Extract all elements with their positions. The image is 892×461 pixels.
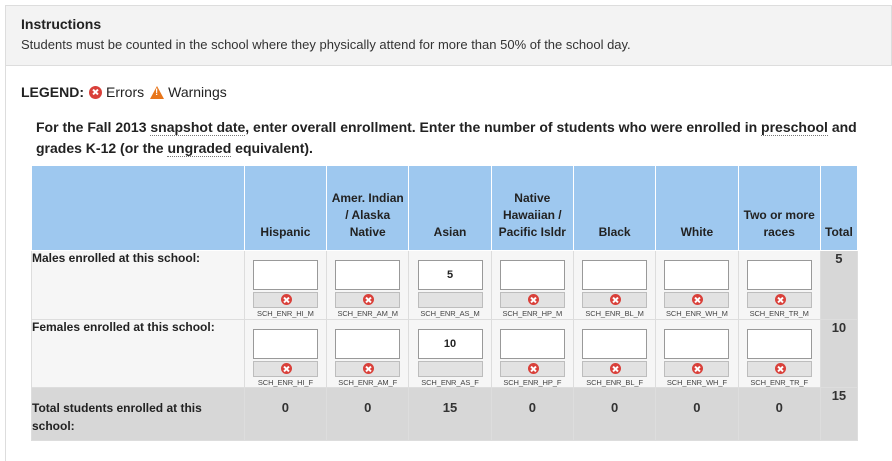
question-part: and grades K-12 (or the	[36, 119, 857, 156]
status-bar[interactable]	[747, 361, 812, 377]
cell	[327, 251, 409, 320]
field-code: SCH_ENR_BL_M	[585, 309, 644, 318]
cell	[656, 320, 738, 388]
question-part: For the Fall 2013	[36, 119, 151, 135]
status-bar[interactable]	[664, 292, 729, 308]
error-icon	[528, 294, 539, 305]
field-code: SCH_ENR_AM_F	[338, 378, 398, 387]
input-hispanic-female[interactable]	[253, 329, 318, 359]
header-asian: Asian	[409, 166, 491, 251]
field-code: SCH_ENR_HI_M	[257, 309, 314, 318]
input-hispanic-male[interactable]	[253, 260, 318, 290]
legend-errors-label: Errors	[106, 84, 145, 100]
input-asian-male[interactable]: 5	[418, 260, 483, 290]
header-black: Black	[573, 166, 655, 251]
status-bar[interactable]	[500, 292, 565, 308]
legend	[21, 84, 227, 100]
total-white: 0	[656, 388, 738, 441]
status-bar[interactable]	[664, 361, 729, 377]
glossary-term-snapshot-date[interactable]: snapshot date	[150, 119, 246, 135]
error-icon	[692, 363, 703, 374]
cell	[491, 251, 573, 320]
warning-icon	[150, 86, 164, 99]
cell	[409, 320, 491, 388]
field-code: SCH_ENR_AM_M	[337, 309, 398, 318]
header-total: Total	[820, 166, 857, 251]
input-white-male[interactable]	[664, 260, 729, 290]
grand-total: 15	[820, 388, 857, 441]
status-bar[interactable]	[335, 361, 400, 377]
input-two-or-more-female[interactable]	[747, 329, 812, 359]
question-text	[36, 117, 876, 159]
input-black-female[interactable]	[582, 329, 647, 359]
header-amer-indian: Amer. Indian / Alaska Native	[327, 166, 409, 251]
total-two-or-more: 0	[738, 388, 820, 441]
total-native-hawaiian: 0	[491, 388, 573, 441]
row-label-males: Males enrolled at this school:	[32, 251, 245, 320]
status-bar[interactable]	[582, 361, 647, 377]
input-two-or-more-male[interactable]	[747, 260, 812, 290]
field-code: SCH_ENR_HP_M	[502, 309, 563, 318]
header-blank	[32, 166, 245, 251]
cell	[656, 251, 738, 320]
total-females: 10	[820, 320, 857, 388]
error-icon	[692, 294, 703, 305]
total-hispanic: 0	[244, 388, 326, 441]
total-black: 0	[573, 388, 655, 441]
header-native-hawaiian: Native Hawaiian / Pacific Isldr	[491, 166, 573, 251]
input-amer-indian-male[interactable]	[335, 260, 400, 290]
cell	[244, 320, 326, 388]
status-bar[interactable]	[253, 361, 318, 377]
error-icon	[363, 363, 374, 374]
header-hispanic: Hispanic	[244, 166, 326, 251]
error-icon	[775, 294, 786, 305]
error-icon	[281, 363, 292, 374]
table-header-row	[32, 166, 858, 251]
enrollment-table	[31, 165, 858, 441]
total-amer-indian: 0	[327, 388, 409, 441]
status-bar[interactable]	[582, 292, 647, 308]
field-code: SCH_ENR_TR_M	[749, 309, 809, 318]
legend-warnings-label: Warnings	[168, 84, 227, 100]
cell	[738, 320, 820, 388]
field-code: SCH_ENR_TR_F	[750, 378, 808, 387]
field-code: SCH_ENR_HP_F	[503, 378, 562, 387]
legend-label: LEGEND:	[21, 84, 84, 100]
cell	[244, 251, 326, 320]
status-bar[interactable]	[500, 361, 565, 377]
status-bar[interactable]	[418, 292, 483, 308]
cell	[573, 320, 655, 388]
cell	[573, 251, 655, 320]
field-code: SCH_ENR_WH_F	[666, 378, 727, 387]
row-label-total: Total students enrolled at this school:	[32, 388, 245, 441]
error-icon	[528, 363, 539, 374]
status-bar[interactable]	[335, 292, 400, 308]
instructions-title: Instructions	[21, 16, 102, 32]
cell	[491, 320, 573, 388]
glossary-term-preschool[interactable]: preschool	[761, 119, 828, 135]
row-label-females: Females enrolled at this school:	[32, 320, 245, 388]
table-row-males	[32, 251, 858, 320]
instructions-panel	[5, 5, 892, 66]
error-icon	[281, 294, 292, 305]
cell	[409, 251, 491, 320]
glossary-term-ungraded[interactable]: ungraded	[167, 140, 232, 156]
input-amer-indian-female[interactable]	[335, 329, 400, 359]
header-two-or-more: Two or more races	[738, 166, 820, 251]
input-white-female[interactable]	[664, 329, 729, 359]
field-code: SCH_ENR_AS_M	[420, 309, 480, 318]
field-code: SCH_ENR_WH_M	[666, 309, 728, 318]
error-icon	[775, 363, 786, 374]
total-males: 5	[820, 251, 857, 320]
status-bar[interactable]	[418, 361, 483, 377]
table-row-total	[32, 388, 858, 441]
error-icon	[610, 294, 621, 305]
cell	[327, 320, 409, 388]
instructions-text: Students must be counted in the school where they physically attend for more than 50% of the school day.	[21, 37, 631, 52]
input-native-hawaiian-male[interactable]	[500, 260, 565, 290]
table-row-females	[32, 320, 858, 388]
question-part: equivalent).	[231, 140, 313, 156]
error-icon	[363, 294, 374, 305]
field-code: SCH_ENR_AS_F	[421, 378, 479, 387]
field-code: SCH_ENR_HI_F	[257, 378, 313, 387]
status-bar[interactable]	[253, 292, 318, 308]
header-white: White	[656, 166, 738, 251]
input-asian-female[interactable]: 10	[418, 329, 483, 359]
error-icon	[610, 363, 621, 374]
field-code: SCH_ENR_BL_F	[586, 378, 643, 387]
question-part: , enter overall enrollment. Enter the number of students who were enrolled in	[245, 119, 762, 135]
error-icon	[89, 86, 102, 99]
status-bar[interactable]	[747, 292, 812, 308]
input-native-hawaiian-female[interactable]	[500, 329, 565, 359]
cell	[738, 251, 820, 320]
input-black-male[interactable]	[582, 260, 647, 290]
total-asian: 15	[409, 388, 491, 441]
